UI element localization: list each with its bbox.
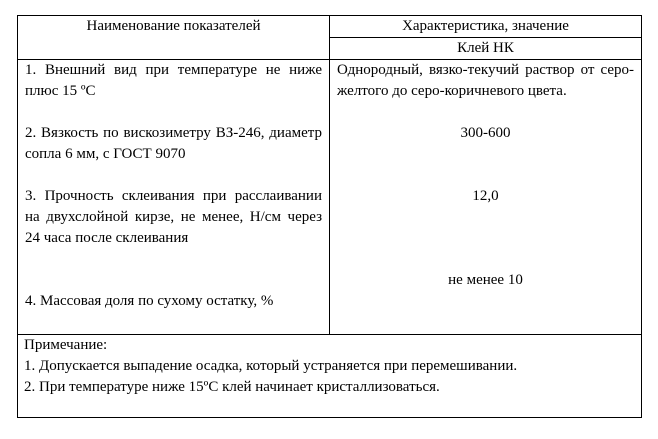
indicator-4-name: 4. Массовая доля по сухому остатку, %: [25, 293, 274, 309]
header-indicator-name: Наименование показателей: [18, 16, 330, 60]
indicator-2-name: 2. Вязкость по вискозиметру ВЗ-246, диаметр сопла 6 мм, с ГОСТ 9070: [25, 125, 322, 162]
note-line-2: 2. При температуре ниже 15ºС клей начинает кристаллизоваться.: [24, 379, 440, 395]
table-row: [18, 60, 642, 335]
note-row: [18, 335, 642, 418]
note-line-1: 1. Допускается выпадение осадка, который устраняется при перемешивании.: [24, 358, 518, 374]
indicator-1-value: Однородный, вязко-текучий раствор от серо-желтого до серо-коричневого цвета.: [337, 62, 634, 99]
indicator-3-value: 12,0: [472, 188, 499, 204]
indicator-3-name: 3. Прочность склеивания при расслаивании на двухслойной кирзе, не менее, Н/см через 24 часа после склеивания: [25, 188, 322, 246]
note-cell: [18, 335, 642, 418]
indicator-2-value: 300-600: [460, 125, 511, 141]
header-row: [18, 16, 642, 38]
indicator-values-cell: [330, 60, 642, 335]
indicator-names-cell: [18, 60, 330, 335]
indicator-4-value: не менее 10: [448, 272, 523, 288]
header-glue-name: Клей НК: [330, 38, 642, 60]
spec-table-container: [17, 15, 641, 421]
header-characteristic: Характеристика, значение: [330, 16, 642, 38]
spec-table: [17, 15, 642, 418]
note-title: Примечание:: [24, 337, 108, 353]
indicator-1-name: 1. Внешний вид при температуре не ниже плюс 15 ºС: [25, 62, 322, 99]
